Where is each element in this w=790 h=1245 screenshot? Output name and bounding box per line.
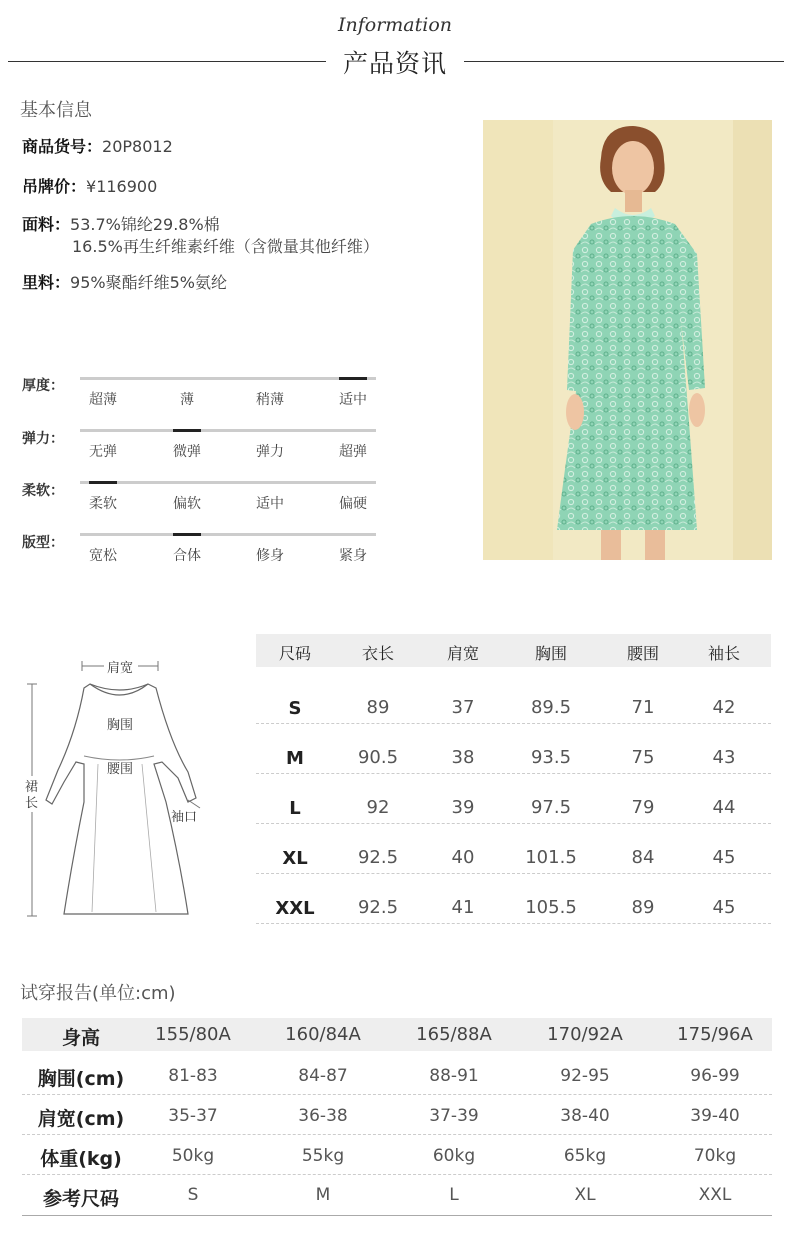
elasticity-label: 弹力： (22, 431, 64, 447)
size-cell: M (286, 748, 304, 769)
measurement-cell: 90.5 (357, 747, 399, 768)
try-on-cell: S (187, 1185, 199, 1205)
size-cell: XXL (275, 898, 315, 919)
fabric-line-1: 53.7%锦纶29.8%棉 (70, 215, 220, 234)
measurement-cell: 92.5 (357, 897, 399, 918)
model-in-lace-dress-image (483, 120, 772, 560)
measurement-cell: 101.5 (525, 847, 577, 868)
fit-track (80, 533, 376, 536)
softness-option: 适中 (256, 496, 284, 512)
elasticity-option: 弹力 (256, 444, 284, 460)
try-on-row-label: 胸围(cm) (37, 1068, 125, 1090)
try-on-cell: 55kg (301, 1146, 345, 1166)
try-on-cell: 39-40 (690, 1106, 740, 1126)
try-on-row-label: 体重(kg) (40, 1148, 122, 1170)
row-divider (256, 773, 771, 774)
try-on-cell: XL (574, 1185, 596, 1205)
measurement-cell: 89 (366, 697, 390, 718)
row-divider (22, 1174, 772, 1175)
measurement-cell: 40 (451, 847, 475, 868)
price-value: ¥116900 (86, 177, 158, 196)
size-cell: L (289, 798, 301, 819)
try-on-cell: 81-83 (168, 1066, 218, 1086)
height-cell: 175/96A (677, 1024, 753, 1045)
item-number-label: 商品货号： (22, 137, 103, 156)
thickness-marker (339, 377, 367, 380)
try-on-cell: XXL (698, 1185, 732, 1205)
fit-option: 紧身 (339, 548, 367, 564)
basic-info-title: 基本信息 (20, 100, 92, 121)
size-header-cell: 胸围 (534, 644, 567, 663)
measurement-cell: 44 (712, 797, 736, 818)
measurement-cell: 89.5 (530, 697, 572, 718)
thickness-label: 厚度： (22, 378, 64, 394)
measurement-cell: 89 (631, 897, 655, 918)
row-divider (256, 923, 771, 924)
try-on-cell: 96-99 (690, 1066, 740, 1086)
thickness-option: 薄 (180, 392, 194, 408)
fabric-row (22, 214, 220, 235)
fabric-line-2: 16.5%再生纤维素纤维（含微量其他纤维） (72, 237, 379, 256)
measurement-cell: 45 (712, 847, 736, 868)
try-on-cell: 38-40 (560, 1106, 610, 1126)
diagram-waist-label: 腰围 (107, 762, 134, 777)
row-divider (256, 723, 771, 724)
measurement-cell: 37 (451, 697, 475, 718)
diagram-skirt-length-label-2: 长 (25, 796, 39, 811)
row-divider (22, 1094, 772, 1095)
try-on-cell: 36-38 (298, 1106, 348, 1126)
fit-option: 修身 (256, 548, 284, 564)
try-on-cell: 35-37 (168, 1106, 218, 1126)
height-cell: 165/88A (416, 1024, 492, 1045)
thickness-track (80, 377, 376, 380)
elasticity-track (80, 429, 376, 432)
measurement-cell: 75 (631, 747, 655, 768)
measurement-cell: 84 (631, 847, 655, 868)
row-divider (256, 873, 771, 874)
fabric-label: 面料： (22, 215, 71, 234)
header-right-rule (464, 61, 784, 62)
try-on-cell: 84-87 (298, 1066, 348, 1086)
height-cell: 160/84A (285, 1024, 361, 1045)
elasticity-option: 微弹 (173, 444, 201, 460)
diagram-shoulder-label: 肩宽 (107, 661, 134, 676)
softness-option: 偏硬 (339, 496, 367, 512)
measurement-cell: 42 (712, 697, 736, 718)
softness-option: 偏软 (173, 496, 201, 512)
thickness-option: 稍薄 (256, 392, 284, 408)
measurement-cell: 93.5 (530, 747, 572, 768)
row-divider (256, 823, 771, 824)
softness-option: 柔软 (89, 496, 117, 512)
lining-row (22, 272, 227, 293)
measurement-cell: 41 (451, 897, 475, 918)
fit-label: 版型： (22, 535, 64, 551)
elasticity-option: 超弹 (339, 444, 367, 460)
page-title: 产品资讯 (342, 49, 447, 78)
size-cell: S (288, 698, 302, 719)
try-on-cell: 92-95 (560, 1066, 610, 1086)
table-bottom-rule (22, 1215, 772, 1216)
try-on-cell: M (315, 1185, 331, 1205)
height-cell: 170/92A (547, 1024, 623, 1045)
elasticity-marker (173, 429, 201, 432)
diagram-cuff-label: 袖口 (171, 810, 198, 825)
thickness-option: 超薄 (89, 392, 117, 408)
size-header-cell: 腰围 (626, 644, 659, 663)
measurement-cell: 105.5 (525, 897, 577, 918)
try-on-cell: 88-91 (429, 1066, 479, 1086)
row-divider (22, 1134, 772, 1135)
size-header-cell: 尺码 (278, 644, 311, 663)
try-on-cell: 60kg (432, 1146, 476, 1166)
header-script-title: Information (337, 14, 453, 36)
softness-track (80, 481, 376, 484)
height-cell: 155/80A (155, 1024, 231, 1045)
lining-label: 里料： (22, 273, 71, 292)
lining-value: 95%聚酯纤维5%氨纶 (70, 273, 227, 292)
size-cell: XL (282, 848, 308, 869)
elasticity-option: 无弹 (89, 444, 117, 460)
measurement-cell: 39 (451, 797, 475, 818)
try-on-title: 试穿报告(单位:cm) (20, 983, 176, 1004)
product-photo (483, 120, 772, 560)
measurement-cell: 79 (631, 797, 655, 818)
fit-marker (173, 533, 201, 536)
softness-label: 柔软： (22, 483, 64, 499)
try-on-row-label: 参考尺码 (42, 1188, 119, 1210)
measurement-cell: 38 (451, 747, 475, 768)
try-on-row-label: 身高 (61, 1027, 100, 1049)
diagram-skirt-length-label-1: 裙 (25, 780, 39, 795)
thickness-option: 适中 (339, 392, 367, 408)
item-number-row (22, 136, 173, 157)
measurement-cell: 43 (712, 747, 736, 768)
softness-marker (89, 481, 117, 484)
fit-option: 合体 (173, 548, 201, 564)
item-number-value: 20P8012 (102, 137, 173, 156)
try-on-cell: 70kg (693, 1146, 737, 1166)
price-label: 吊牌价： (22, 177, 87, 196)
fit-option: 宽松 (89, 548, 117, 564)
measurement-cell: 45 (712, 897, 736, 918)
try-on-cell: L (449, 1185, 459, 1205)
try-on-cell: 65kg (563, 1146, 607, 1166)
try-on-row-label: 肩宽(cm) (37, 1108, 125, 1130)
measurement-cell: 97.5 (530, 797, 572, 818)
measurement-cell: 92 (366, 797, 390, 818)
measurement-cell: 92.5 (357, 847, 399, 868)
measurement-cell: 71 (631, 697, 655, 718)
size-header-cell: 衣长 (361, 644, 394, 663)
size-header-cell: 肩宽 (446, 644, 479, 663)
diagram-chest-label: 胸围 (107, 718, 134, 733)
size-header-cell: 袖长 (707, 644, 740, 663)
try-on-cell: 37-39 (429, 1106, 479, 1126)
dress-outline-diagram (18, 652, 213, 924)
try-on-cell: 50kg (171, 1146, 215, 1166)
price-row (22, 176, 157, 197)
